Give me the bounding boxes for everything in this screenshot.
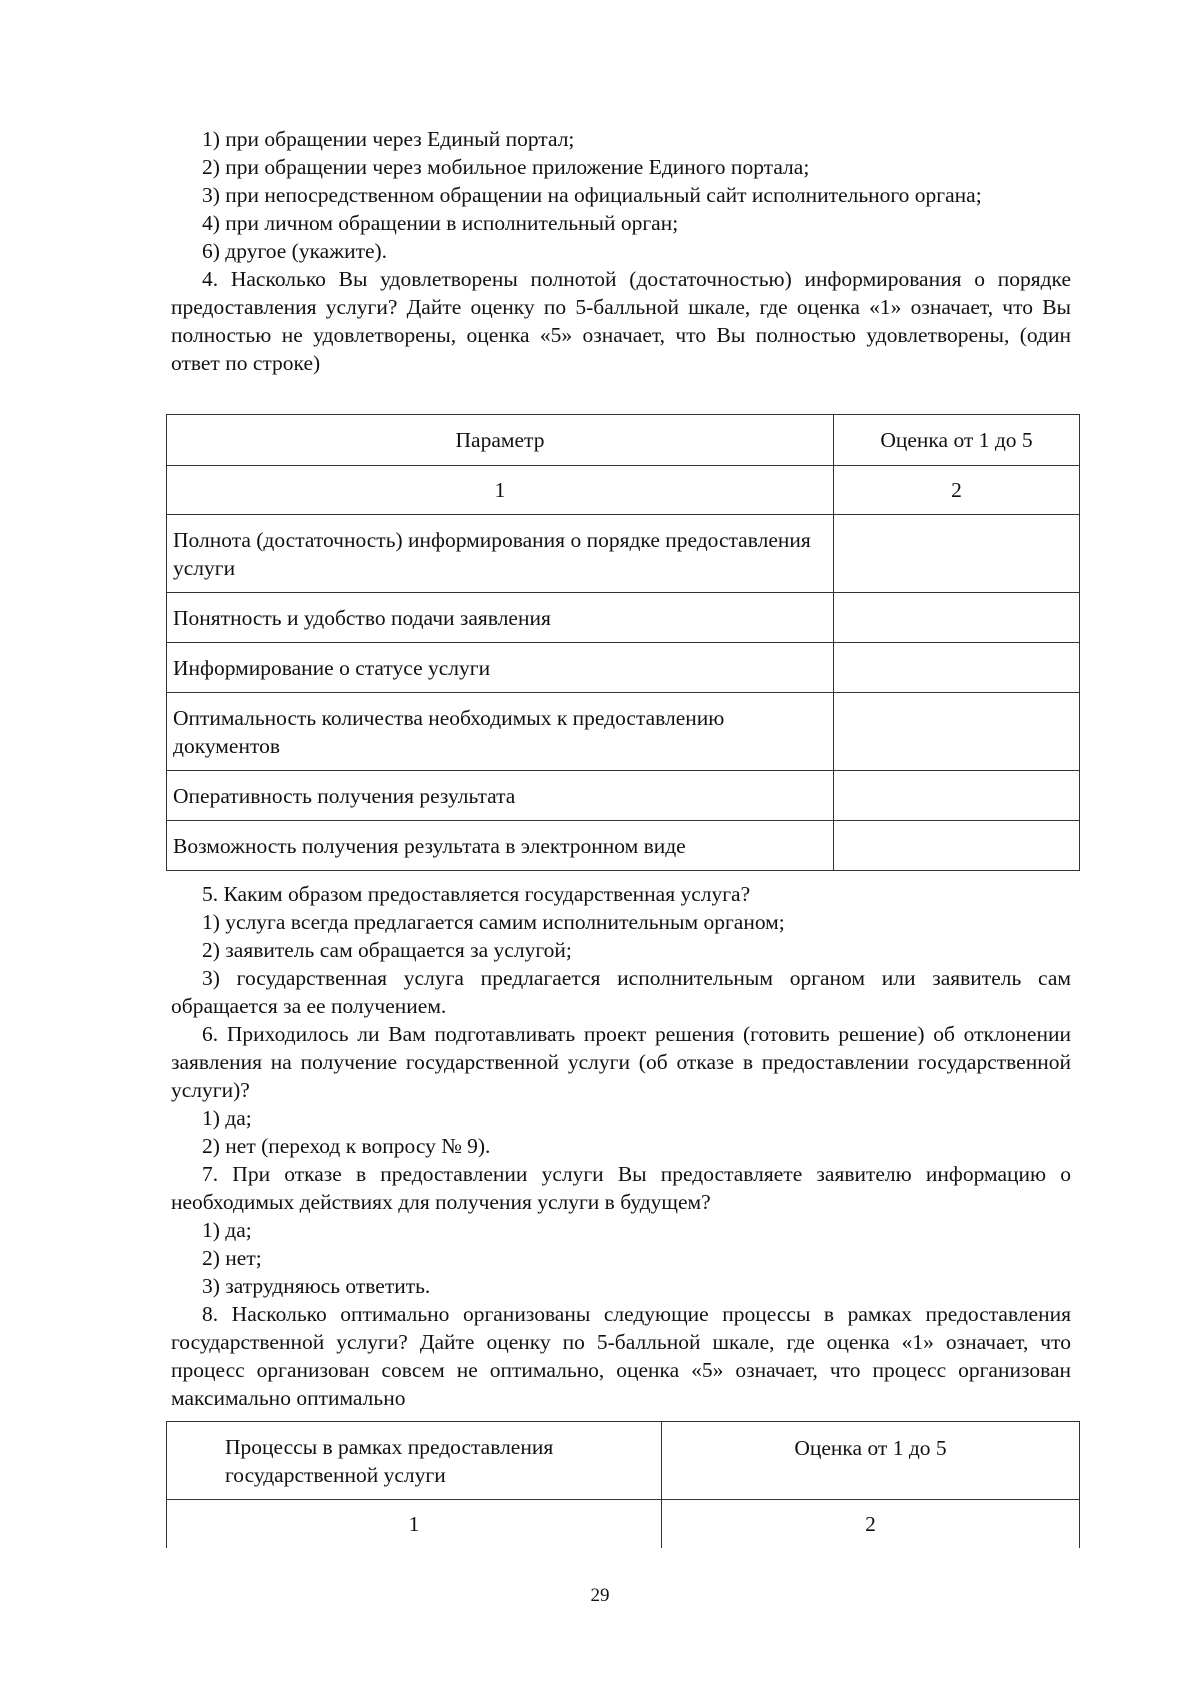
table1-score-cell[interactable] bbox=[834, 693, 1080, 771]
table1-row-label: Полнота (достаточность) информирования о порядке предоставления услуги bbox=[167, 515, 834, 593]
table1-header-parameter: Параметр bbox=[167, 415, 834, 466]
rating-table-1 bbox=[166, 414, 1080, 871]
table1-score-cell[interactable] bbox=[834, 593, 1080, 643]
answer-option: 2) нет (переход к вопросу № 9). bbox=[202, 1134, 491, 1158]
table1-col-number: 2 bbox=[834, 466, 1080, 515]
answer-option: 2) при обращении через мобильное приложение Единого портала; bbox=[202, 155, 810, 179]
answer-option: 1) да; bbox=[202, 1218, 252, 1242]
answer-option: 6) другое (укажите). bbox=[202, 239, 388, 263]
table1-score-cell[interactable] bbox=[834, 515, 1080, 593]
answer-option: 1) при обращении через Единый портал; bbox=[202, 127, 575, 151]
question-6: 6. Приходилось ли Вам подготавливать проект решения (готовить решение) об отклонении заявления на получение государственной услуги (об отказе в предоставлении государственной услуги)? bbox=[171, 1022, 1071, 1102]
table1-score-cell[interactable] bbox=[834, 771, 1080, 821]
table1-row-label: Возможность получения результата в электронном виде bbox=[167, 821, 834, 871]
page-number: 29 bbox=[590, 1585, 610, 1606]
table1-row-label: Оперативность получения результата bbox=[167, 771, 834, 821]
question-7: 7. При отказе в предоставлении услуги Вы предоставляете заявителю информацию о необходимых действиях для получения услуги в будущем? bbox=[171, 1162, 1071, 1214]
table2-header-score: Оценка от 1 до 5 bbox=[662, 1422, 1080, 1500]
answer-option: 4) при личном обращении в исполнительный орган; bbox=[202, 211, 679, 235]
answer-option: 1) да; bbox=[202, 1106, 252, 1130]
answer-option: 2) заявитель сам обращается за услугой; bbox=[202, 938, 572, 962]
rating-table-2 bbox=[166, 1421, 1080, 1548]
answer-option: 3) при непосредственном обращении на официальный сайт исполнительного органа; bbox=[202, 183, 982, 207]
answer-option: 3) затрудняюсь ответить. bbox=[202, 1274, 431, 1298]
table1-score-cell[interactable] bbox=[834, 643, 1080, 693]
table2-col-number: 2 bbox=[662, 1500, 1080, 1548]
answer-option: 3) государственная услуга предлагается исполнительным органом или заявитель сам обращается за ее получением. bbox=[171, 966, 1071, 1018]
questionnaire-text-top bbox=[171, 125, 1071, 377]
table1-row-label: Понятность и удобство подачи заявления bbox=[167, 593, 834, 643]
table1-score-cell[interactable] bbox=[834, 821, 1080, 871]
question-4: 4. Насколько Вы удовлетворены полнотой (достаточностью) информирования о порядке предоставления услуги? Дайте оценку по 5-балльной шкале, где оценка «1» означает, что Вы полностью не удовлетворены, оценка «5» означает, что Вы полностью удовлетворены, (один ответ по строке) bbox=[171, 267, 1071, 375]
table1-col-number: 1 bbox=[167, 466, 834, 515]
questionnaire-text-middle bbox=[171, 880, 1071, 1412]
answer-option: 1) услуга всегда предлагается самим исполнительным органом; bbox=[202, 910, 785, 934]
table2-col-number: 1 bbox=[167, 1500, 662, 1548]
answer-option: 2) нет; bbox=[202, 1246, 262, 1270]
question-5: 5. Каким образом предоставляется государственная услуга? bbox=[202, 882, 751, 906]
table1-row-label: Информирование о статусе услуги bbox=[167, 643, 834, 693]
table1-header-score: Оценка от 1 до 5 bbox=[834, 415, 1080, 466]
table1-row-label: Оптимальность количества необходимых к предоставлению документов bbox=[167, 693, 834, 771]
question-8: 8. Насколько оптимально организованы следующие процессы в рамках предоставления государственной услуги? Дайте оценку по 5-балльной шкале, где оценка «1» означает, что процесс организован совсем не оптимально, оценка «5» означает, что процесс организован максимально оптимально bbox=[171, 1302, 1071, 1410]
table2-header-processes: Процессы в рамках предоставления государственной услуги bbox=[167, 1422, 662, 1500]
